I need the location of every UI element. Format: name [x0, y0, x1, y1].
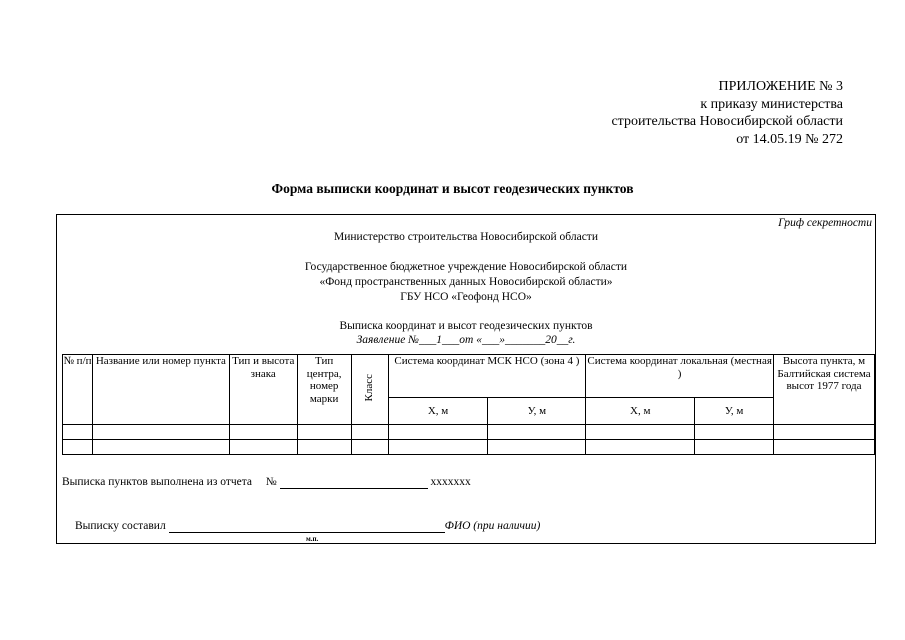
report-num-sign: №: [265, 476, 277, 488]
header-y-local: У, м: [695, 398, 774, 425]
appendix-date: от 14.05.19 № 272: [736, 131, 843, 147]
application-line: Заявление №___1___от «___»_______20__г.: [356, 334, 576, 346]
table-row: [63, 425, 875, 440]
stamp-place: м.п.: [306, 535, 319, 543]
table-row: [63, 440, 875, 455]
document-title: Выписка координат и высот геодезических пунктов: [339, 320, 593, 332]
compiler-line: [75, 520, 540, 533]
header-class: Класс: [363, 374, 376, 402]
fio-label: ФИО (при наличии): [444, 520, 541, 532]
header-num: № п/п: [63, 355, 93, 425]
report-label: Выписка пунктов выполнена из отчета: [62, 476, 253, 488]
header-type-height: Тип и высота знака: [229, 355, 297, 425]
institution-short: ГБУ НСО «Геофонд НСО»: [400, 291, 532, 303]
header-center: Тип центра, номер марки: [297, 355, 351, 425]
institution-line: «Фонд пространственных данных Новосибирской области»: [319, 276, 613, 288]
header-msk: Система координат МСК НСО (зона 4 ): [388, 355, 586, 398]
header-y-msk: У, м: [488, 398, 586, 425]
coordinates-table: [62, 354, 875, 455]
header-height: Высота пункта, м Балтийская система высот 1977 года: [774, 355, 875, 425]
compiler-label: Выписку составил: [75, 520, 166, 532]
appendix-line: строительства Новосибирской области: [611, 114, 843, 129]
form-title: Форма выписки координат и высот геодезических пунктов: [271, 181, 634, 196]
appendix-header: [611, 78, 843, 148]
header-local: Система координат локальная (местная ): [586, 355, 774, 398]
compiler-field[interactable]: [169, 520, 445, 533]
report-line: [62, 476, 471, 489]
header-name: Название или номер пункта: [92, 355, 229, 425]
header-x-msk: Х, м: [388, 398, 488, 425]
ministry-name: Министерство строительства Новосибирской области: [334, 231, 598, 243]
appendix-line: к приказу министерства: [700, 96, 843, 112]
institution-line: Государственное бюджетное учреждение Новосибирской области: [304, 261, 628, 273]
report-number-field[interactable]: [280, 476, 428, 489]
header-class-cell: [351, 355, 388, 425]
report-value: ххххххх: [430, 476, 471, 488]
form-frame: [56, 214, 876, 544]
appendix-title: ПРИЛОЖЕНИЕ № 3: [718, 79, 843, 94]
secrecy-label: Гриф секретности: [778, 217, 872, 229]
header-x-local: Х, м: [586, 398, 695, 425]
